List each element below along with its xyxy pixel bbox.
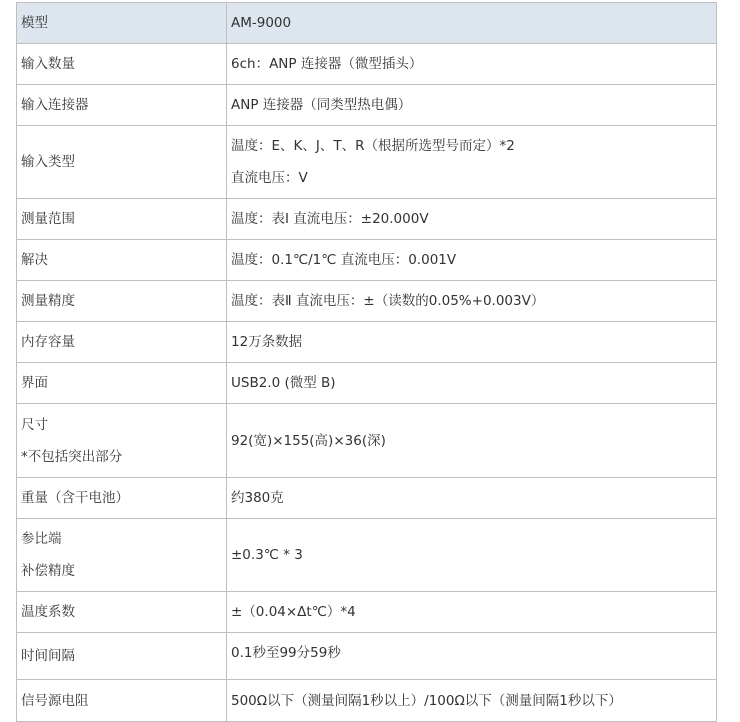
row-label — [17, 199, 227, 240]
row-value — [227, 322, 717, 363]
label-text: 内存容量 — [21, 334, 75, 350]
table-row — [17, 680, 717, 722]
row-value — [227, 404, 717, 478]
value-text: 直流电压：V — [231, 170, 308, 186]
value-text: 6ch：ANP 连接器（微型插头） — [231, 56, 423, 72]
table-row — [17, 519, 717, 592]
row-label — [17, 680, 227, 722]
row-label — [17, 404, 227, 478]
row-value — [227, 633, 717, 680]
value-text: ±（0.04×Δt℃）*4 — [231, 604, 356, 620]
row-value — [227, 3, 717, 44]
value-text: 12万条数据 — [231, 334, 303, 350]
row-value — [227, 240, 717, 281]
value-text: ±0.3℃ * 3 — [231, 547, 303, 563]
table-row — [17, 281, 717, 322]
label-text: 测量范围 — [21, 211, 75, 227]
table-row — [17, 592, 717, 633]
label-text: 测量精度 — [21, 293, 75, 309]
row-value — [227, 363, 717, 404]
label-text: 模型 — [21, 15, 48, 31]
value-text: ANP 连接器（同类型热电偶） — [231, 97, 412, 113]
label-text: 输入类型 — [21, 154, 75, 170]
label-text: 尺寸 — [21, 416, 48, 433]
table-row — [17, 199, 717, 240]
table-row — [17, 44, 717, 85]
row-value — [227, 44, 717, 85]
row-label — [17, 363, 227, 404]
label-text: 信号源电阻 — [21, 692, 89, 709]
row-value — [227, 680, 717, 722]
row-label — [17, 633, 227, 680]
row-value — [227, 85, 717, 126]
label-text: 时间间隔 — [21, 648, 75, 664]
row-label — [17, 281, 227, 322]
value-text: 温度：表Ⅱ 直流电压：±（读数的0.05%+0.003V） — [231, 293, 545, 309]
row-value — [227, 592, 717, 633]
table-row — [17, 126, 717, 199]
value-text: 92(宽)×155(高)×36(深) — [231, 432, 386, 449]
row-label — [17, 322, 227, 363]
value-text: USB2.0 (微型 B) — [231, 375, 336, 391]
table-row — [17, 363, 717, 404]
row-label — [17, 3, 227, 44]
label-text: 温度系数 — [21, 604, 75, 620]
row-label — [17, 519, 227, 592]
row-label — [17, 478, 227, 519]
value-text: AM-9000 — [231, 15, 292, 31]
row-label — [17, 126, 227, 199]
spec-table — [16, 2, 717, 722]
value-text: 温度：表Ⅰ 直流电压：±20.000V — [231, 211, 429, 227]
table-row — [17, 322, 717, 363]
label-text: 解决 — [21, 252, 48, 268]
label-text: 界面 — [21, 375, 48, 391]
row-value — [227, 126, 717, 199]
row-label — [17, 44, 227, 85]
value-text: 约380克 — [231, 490, 284, 506]
row-value — [227, 519, 717, 592]
row-label — [17, 85, 227, 126]
table-row — [17, 3, 717, 44]
table-row — [17, 404, 717, 478]
label-text: 输入连接器 — [21, 97, 89, 113]
row-value — [227, 199, 717, 240]
table-row — [17, 633, 717, 680]
label-note: *不包括突出部分 — [21, 448, 123, 465]
value-text: 0.1秒至99分59秒 — [231, 645, 341, 661]
table-row — [17, 85, 717, 126]
value-text: 温度：0.1℃/1℃ 直流电压：0.001V — [231, 252, 457, 268]
label-text: 参比端 — [21, 531, 62, 547]
row-label — [17, 240, 227, 281]
label-text: 输入数量 — [21, 56, 75, 72]
value-text: 温度：E、K、J、T、R（根据所选型号而定）*2 — [231, 138, 515, 154]
row-value — [227, 281, 717, 322]
table-row — [17, 478, 717, 519]
row-value — [227, 478, 717, 519]
label-text: 重量（含干电池） — [21, 490, 129, 506]
label-text: 补偿精度 — [21, 563, 75, 579]
value-text: 500Ω以下（测量间隔1秒以上）/100Ω以下（测量间隔1秒以下） — [231, 692, 622, 709]
row-label — [17, 592, 227, 633]
table-row — [17, 240, 717, 281]
